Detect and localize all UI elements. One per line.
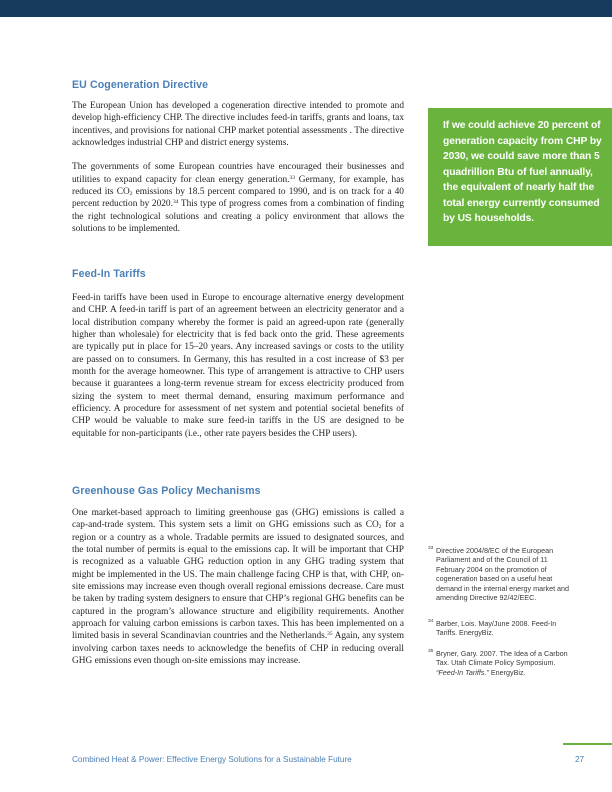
callout-text: If we could achieve 20 percent of generation capacity from CHP by 2030, we could save more than 5 quadrillion Btu of fuel annually, the equivalent of nearly half the total energy currently consumed by US households. — [443, 120, 602, 224]
eu-p2-text-d: This type of progress comes from a combination of finding the right technological solutions and creating a policy environment that allows the solutions to be implemented. — [72, 199, 405, 235]
footnote-35-text-a: Bryner, Gary. 2007. The Idea of a Carbon Tax. Utah Climate Policy Symposium. — [436, 649, 568, 668]
section-feed-in-tariffs — [72, 268, 404, 440]
callout-box — [428, 108, 612, 246]
footnote-35-italic: “Feed-In Tariffs.” — [436, 667, 489, 677]
eu-paragraph-2 — [72, 161, 404, 235]
ghg-text-b: for a region or a country as a whole. Tradable permits are issued to designated sources, and the total number of permits is equal to the emissions cap. It will be important that CHP is recognized as a valuable GHG reduction option in any GHG trading system that might be implemented in the US. The main challenge facing CHP is that, with CHP, on-site emissions may increase even though overall regional emissions decrease. Care must be taken by trading system designers to ensure that CHP’s regional GHG benefits can be captured in the program’s allowance structure and eligibility requirements. Another approach for valuing carbon emissions is carbon taxes. This has been implemented on a limited basis in several Scandinavian countries and the Netherlands. — [72, 520, 405, 642]
footnote-number: 34 — [428, 619, 434, 624]
footnote-35 — [428, 649, 576, 677]
footer-title: Combined Heat & Power: Effective Energy Solutions for a Sustainable Future — [72, 755, 352, 764]
co2-subscript: 2 — [129, 191, 133, 198]
header-bar — [0, 0, 612, 17]
footnote-text: Barber, Lois. May/June 2008. Feed-In Tariffs. EnergyBiz. — [436, 619, 557, 638]
eu-p2-text-b: Germany, for example, has reduced its CO — [72, 174, 404, 198]
ghg-text-a: One market-based approach to limiting greenhouse gas (GHG) emissions is called a cap-and-trade system. This system sets a limit on GHG emissions such as CO — [72, 508, 404, 531]
footnote-34 — [428, 619, 576, 638]
ghg-text-c: Again, any system involving carbon taxes needs to acknowledge the benefits of CHP in reducing overall GHG emissions even though on-site emissions may increase. — [72, 631, 405, 667]
footer-accent-line — [563, 743, 612, 745]
heading-eu-cogeneration: EU Cogeneration Directive — [72, 79, 209, 91]
section-eu-cogeneration — [72, 79, 404, 235]
eu-p2-text-c: emissions by 18.5 percent compared to 1990, and is on track for a 40 percent reduction by 2020. — [72, 187, 404, 210]
footnote-text: Directive 2004/8/EC of the European Parliament and of the Council of 11 February 2004 on the promotion of cogeneration based on a useful heat demand in the internal energy market and amending Directive 92/42/EEC. — [436, 546, 570, 603]
footnote-ref-35: 35 — [327, 631, 333, 638]
co2-subscript: 2 — [378, 524, 382, 531]
section-ghg-policy — [72, 485, 404, 667]
footnote-ref-34: 34 — [172, 199, 179, 206]
footnote-number: 35 — [428, 649, 434, 654]
footnote-35-text-c: EnergyBiz. — [488, 667, 526, 677]
footnote-text — [428, 649, 576, 677]
heading-ghg-policy: Greenhouse Gas Policy Mechanisms — [72, 485, 261, 497]
footnote-ref-33: 33 — [289, 174, 296, 181]
footnote-33 — [428, 546, 576, 602]
page-number: 27 — [575, 755, 585, 764]
heading-feed-in-tariffs: Feed-In Tariffs — [72, 268, 146, 280]
eu-p2-text-a: The governments of some European countries have encouraged their businesses and utilities to expand capacity for clean energy generation. — [72, 162, 404, 185]
eu-paragraph-1: The European Union has developed a cogeneration directive intended to promote and develop high-efficiency CHP. The directive includes feed-in tariffs, grants and loans, tax incentives, and provisions for national CHP market potential assessments . The directive acknowledges industrial CHP and district energy systems. — [72, 101, 404, 149]
ghg-paragraph — [72, 507, 404, 667]
feed-in-paragraph: Feed-in tariffs have been used in Europe to encourage alternative energy development and CHP. A feed-in tariff is part of an agreement between an electricity generator and a local distribution company whereby the former is paid an agreed-upon rate (generally higher than wholesale) for electricity that is fed back onto the grid. These agreements are typically put in place for 15–20 years. Any increased savings or costs to the utility are passed on to consumers. In Germany, this has resulted in a cost increase of $3 per month for the average homeowner. This type of arrangement is attractive to CHP users because it guarantees a long-term revenue stream for excess electricity produced from sizing the system to meet thermal demand, ensuring maximum performance and efficiency. A procedure for assessment of net system and potential societal benefits of CHP would be valuable to make sure feed-in tariffs in the US are designed to be equitable for non-participants (i.e., other rate payers besides the CHP users). — [72, 293, 404, 439]
footnote-number: 33 — [428, 546, 434, 551]
